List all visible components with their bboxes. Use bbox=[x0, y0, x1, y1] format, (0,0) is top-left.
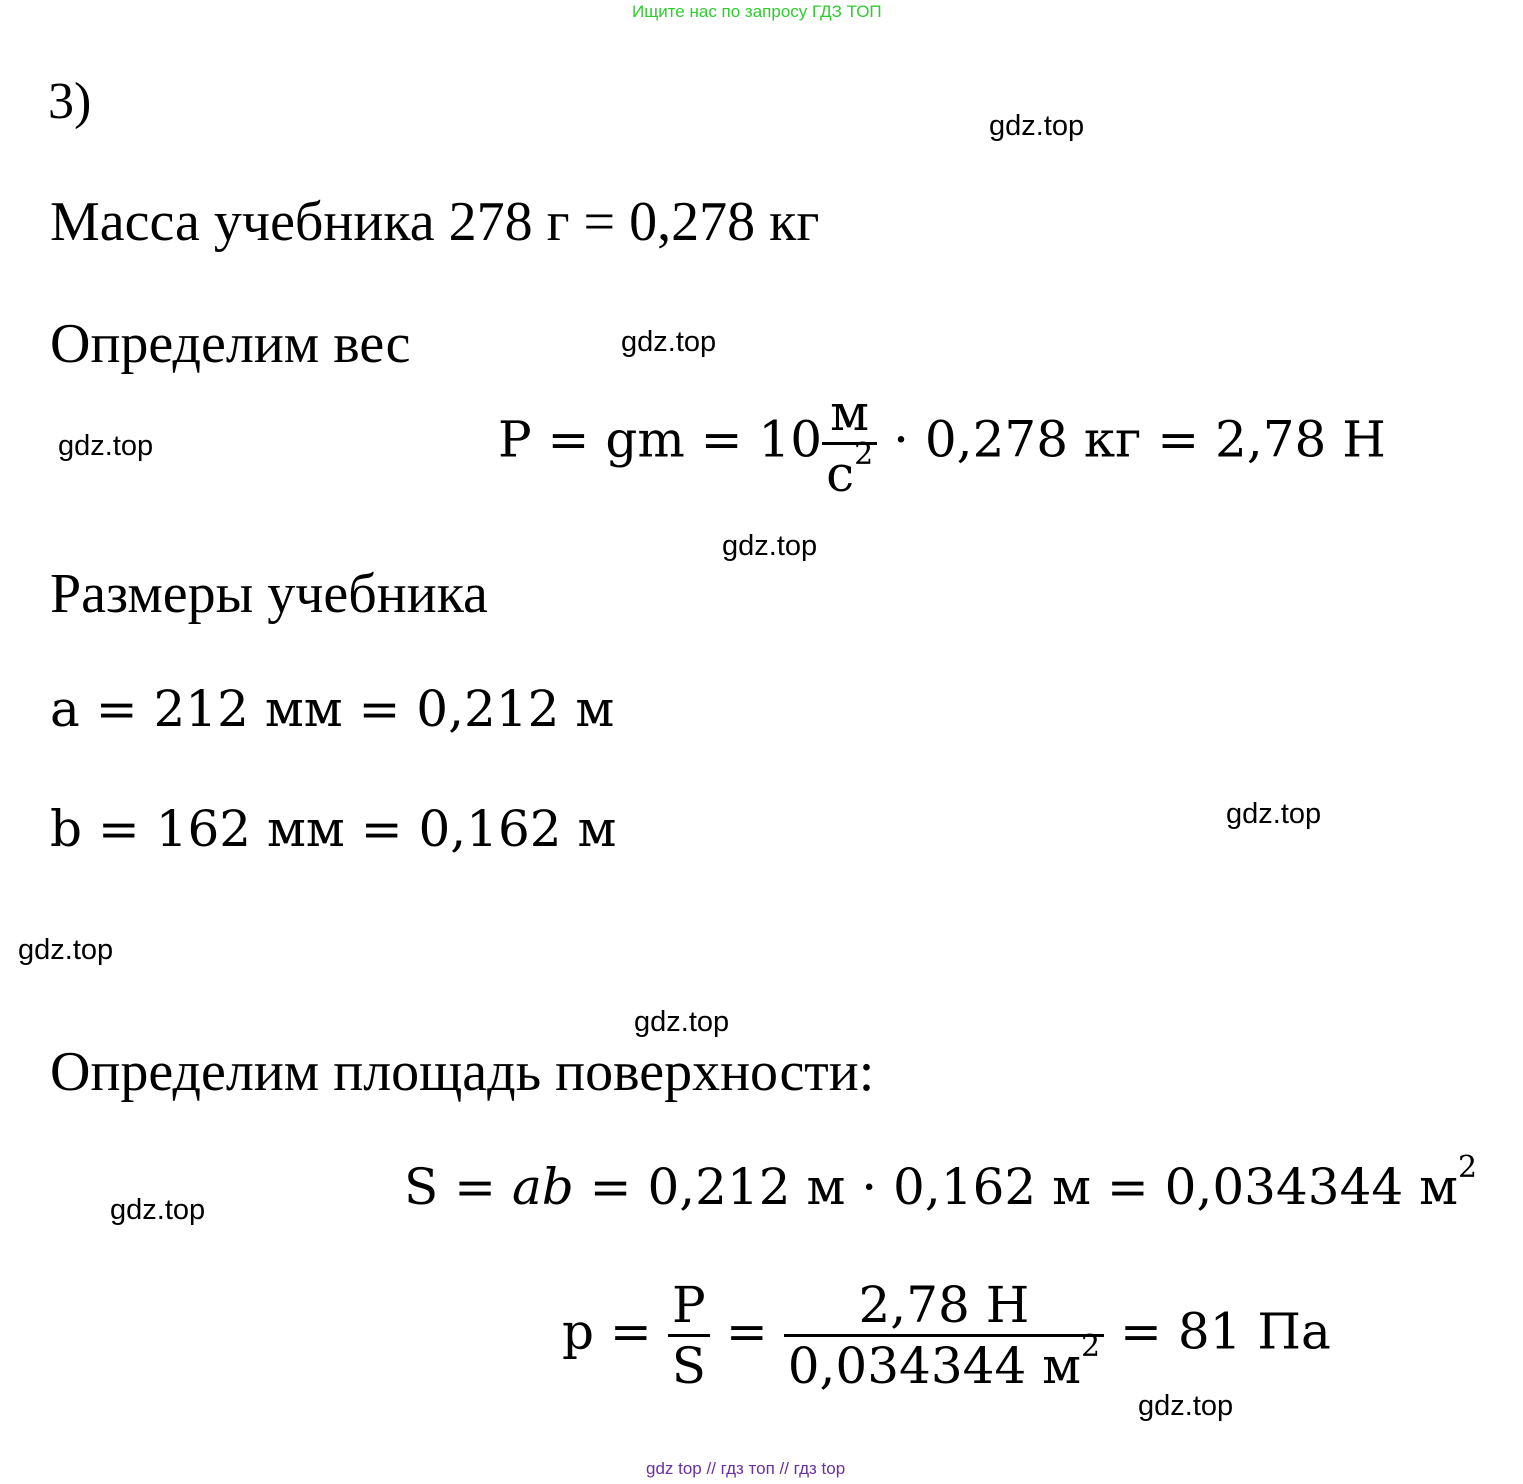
area-formula-var: ab bbox=[511, 1158, 574, 1216]
b-line: b = 162 мм = 0,162 м bbox=[50, 800, 617, 858]
pressure-eq: = bbox=[725, 1302, 768, 1361]
area-formula-rhs: = 0,212 м · 0,162 м = 0,034344 м bbox=[573, 1158, 1459, 1216]
mass-line: Масса учебника 278 г = 0,278 кг bbox=[50, 191, 820, 253]
weight-unit-den: $с^2$ bbox=[826, 437, 874, 503]
watermark: gdz.top bbox=[58, 430, 154, 462]
watermark: gdz.top bbox=[1138, 1390, 1234, 1422]
weight-formula bbox=[498, 384, 1386, 503]
watermark: gdz.top bbox=[1226, 798, 1322, 830]
pressure-frac2-num: 2,78 Н bbox=[784, 1276, 1104, 1337]
weight-formula-lhs: P = gm = 10 bbox=[498, 410, 823, 469]
pressure-fraction-2 bbox=[784, 1276, 1104, 1395]
area-formula-lhs: S = bbox=[404, 1158, 512, 1216]
pressure-formula bbox=[562, 1276, 1331, 1395]
item-number: 3) bbox=[48, 73, 92, 130]
watermark: gdz.top bbox=[110, 1194, 206, 1226]
weight-unit-num: м bbox=[822, 384, 877, 445]
pressure-formula-rhs: = 81 Па bbox=[1120, 1302, 1331, 1361]
pressure-frac1-den: S bbox=[671, 1337, 706, 1395]
pressure-formula-lhs: p = bbox=[562, 1302, 668, 1361]
weight-unit-fraction bbox=[822, 384, 877, 503]
watermark: gdz.top bbox=[634, 1006, 730, 1038]
top-banner: Ищите нас по запросу ГДЗ ТОП bbox=[632, 2, 882, 21]
a-line: a = 212 мм = 0,212 м bbox=[50, 680, 615, 738]
area-formula bbox=[404, 1150, 1478, 1216]
watermark: gdz.top bbox=[18, 934, 114, 966]
watermark: gdz.top bbox=[621, 326, 717, 358]
area-formula-exp: 2 bbox=[1458, 1150, 1478, 1185]
pressure-fraction-1 bbox=[668, 1276, 710, 1395]
footer: gdz top // гдз топ // гдз top bbox=[646, 1459, 846, 1478]
watermark: gdz.top bbox=[722, 530, 818, 562]
pressure-frac2-den: 0,034344 $м^2$ bbox=[787, 1329, 1101, 1395]
weight-formula-rhs: · 0,278 кг = 2,78 Н bbox=[893, 410, 1386, 469]
pressure-frac1-num: P bbox=[668, 1276, 710, 1337]
watermark: gdz.top bbox=[989, 110, 1085, 142]
area-heading: Определим площадь поверхности: bbox=[50, 1041, 875, 1103]
weight-heading: Определим вес bbox=[50, 313, 411, 375]
sizes-heading: Размеры учебника bbox=[50, 563, 488, 625]
